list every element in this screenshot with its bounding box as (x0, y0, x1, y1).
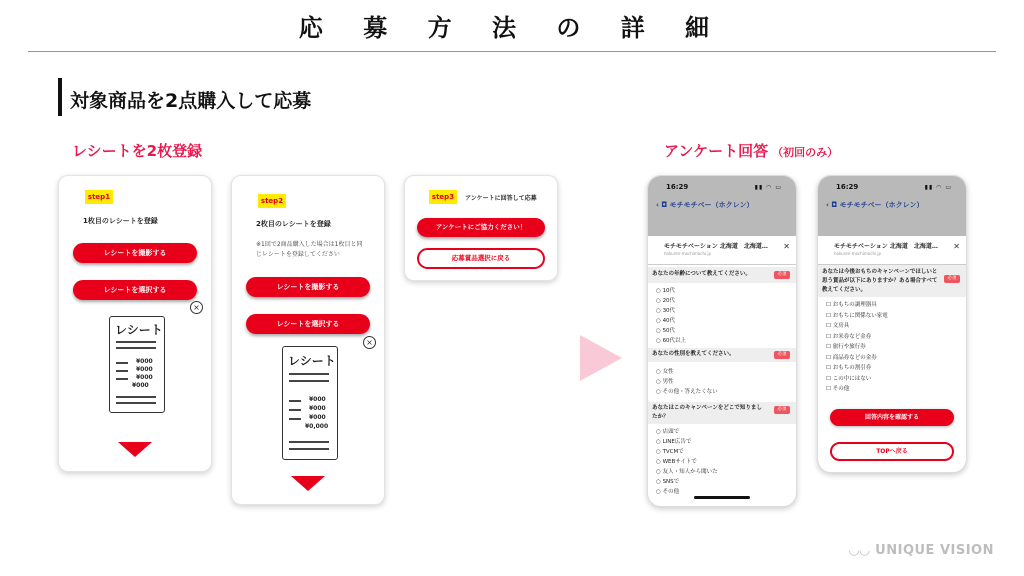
receipt-price: ¥000 (309, 405, 326, 412)
receipt-line (116, 341, 156, 343)
status-time: 16:29 (836, 183, 859, 191)
radio-option[interactable] (656, 367, 674, 375)
down-arrow-icon (118, 442, 152, 457)
checkbox-icon[interactable]: ☐ (826, 354, 833, 361)
checkbox-icon[interactable]: ☐ (826, 323, 833, 329)
receipt-illustration (109, 316, 165, 413)
step1-card (58, 175, 212, 472)
step3-title: アンケートに回答して応募 (465, 195, 537, 202)
phone-survey-1 (647, 175, 797, 507)
question-bar (648, 348, 796, 362)
status-bar (818, 176, 966, 236)
receipt-line (116, 362, 128, 364)
option-label: 男性 (662, 379, 674, 385)
survey-button[interactable]: アンケートにご協力ください！ (417, 218, 545, 237)
radio-option[interactable] (656, 387, 718, 395)
step1-title: 1枚目のレシートを登録 (83, 217, 158, 225)
radio-option[interactable] (656, 427, 679, 435)
radio-icon[interactable]: ○ (656, 459, 663, 465)
checkbox-icon[interactable]: ☐ (826, 312, 833, 319)
step1-photo-button[interactable]: レシートを撮影する (73, 243, 197, 263)
modal-url: hokuren-mochimochi.jp (664, 251, 712, 256)
radio-option[interactable] (656, 477, 679, 485)
close-icon[interactable]: ✕ (953, 242, 960, 251)
checkbox-option[interactable] (826, 311, 888, 319)
phone-survey-2 (817, 175, 967, 473)
option-label: その他・答えたくない (662, 389, 718, 395)
option-label: おもちに関係ない家電 (832, 312, 888, 319)
required-badge: 必須 (774, 351, 790, 359)
checkbox-option[interactable] (826, 300, 877, 308)
nav-title-text: モチモチベー（ホクレン） (669, 201, 754, 209)
receipt-head: レシート (115, 323, 163, 337)
receipt-line (116, 370, 128, 372)
checkbox-icon[interactable]: ☐ (826, 344, 833, 350)
status-time: 16:29 (666, 183, 689, 191)
required-badge: 必須 (944, 275, 960, 283)
receipt-line (116, 402, 156, 404)
question-bar (648, 267, 796, 283)
receipt-line (289, 418, 301, 420)
logo-text: UNIQUE VISION (875, 543, 994, 558)
page-title: 応 募 方 法 の 詳 細 (298, 14, 726, 42)
survey-section-label (664, 140, 838, 161)
option-label: 50代 (662, 328, 676, 334)
question-text: あなたの年齢について教えてください。 (652, 271, 751, 277)
checkbox-option[interactable] (826, 374, 871, 382)
checkbox-option[interactable] (826, 353, 877, 361)
option-label: 女性 (662, 369, 674, 375)
survey-label-main: アンケート回答 (664, 142, 769, 160)
heading-bar (58, 78, 62, 116)
radio-icon[interactable]: ○ (656, 369, 663, 375)
receipt-price: ¥000 (136, 374, 153, 381)
step2-card (231, 175, 385, 505)
radio-icon[interactable]: ○ (656, 469, 663, 475)
checkbox-icon[interactable]: ☐ (826, 302, 833, 308)
option-label: この中にはない (832, 375, 872, 382)
option-label: その他 (832, 386, 850, 392)
survey-label-sub: （初回のみ） (772, 146, 839, 159)
down-arrow-icon (291, 476, 325, 491)
option-label: おもちの調理器具 (832, 302, 877, 308)
step2-tag: step2 (258, 194, 286, 208)
radio-option[interactable] (656, 487, 679, 495)
step1-select-button[interactable]: レシートを選択する (73, 280, 197, 300)
close-icon[interactable]: × (363, 336, 376, 349)
radio-icon[interactable]: ○ (656, 288, 663, 294)
checkbox-option[interactable] (826, 321, 849, 329)
nav-title-text: モチモチベー（ホクレン） (839, 201, 924, 209)
radio-option[interactable] (656, 326, 675, 334)
receipt-line (289, 448, 329, 450)
receipt-line (116, 347, 156, 349)
radio-option[interactable] (656, 306, 675, 314)
checkbox-icon[interactable]: ☐ (826, 333, 833, 340)
radio-option[interactable] (656, 457, 697, 465)
question-text: あなたの性別を教えてください。 (652, 351, 735, 357)
receipt-price: ¥000 (309, 396, 326, 403)
checkbox-icon[interactable]: ☐ (826, 375, 833, 382)
receipt-line (289, 409, 301, 411)
option-label: WEBサイトで (662, 459, 697, 465)
radio-icon[interactable]: ○ (656, 328, 663, 334)
receipt-head: レシート (288, 354, 336, 368)
signal-icon: ▮▮ ◠ ▭ (924, 184, 952, 191)
home-indicator (694, 496, 750, 499)
checkbox-option[interactable] (826, 332, 871, 340)
receipt-line (289, 380, 329, 382)
nav-title: ‹ ◘ モチモチベー（ホクレン） (656, 201, 754, 209)
receipt-line (289, 400, 301, 402)
receipt-illustration (282, 346, 338, 460)
question-text: あなたは今後おもちのキャンペーンでほしいと思う賞品が以下にありますか？ある場合すべて教えてください。 (822, 269, 938, 293)
question-bar (648, 402, 796, 424)
required-badge: 必須 (774, 271, 790, 279)
option-label: 20代 (662, 298, 676, 304)
option-label: 30代 (662, 308, 676, 314)
step1-tag: step1 (85, 190, 113, 204)
question-bar (818, 265, 966, 297)
radio-option[interactable] (656, 286, 675, 294)
brand-logo (849, 543, 994, 558)
option-label: 友人・知人から聞いた (662, 469, 718, 475)
radio-icon[interactable]: ○ (656, 379, 663, 385)
step3-tag: step3 (429, 190, 457, 204)
radio-icon[interactable]: ○ (656, 298, 663, 304)
modal-url: hokuren-mochimochi.jp (834, 251, 882, 256)
required-badge: 必須 (774, 406, 790, 414)
radio-icon[interactable]: ○ (656, 389, 663, 395)
modal-title: モチモチベーション 北海道 北海道… (834, 243, 938, 250)
step3-card (404, 175, 558, 281)
radio-icon[interactable]: ○ (656, 338, 663, 344)
option-label: LINE広告で (662, 439, 692, 445)
radio-option[interactable] (656, 316, 675, 324)
option-label: 60代以上 (662, 338, 687, 344)
receipt-price: ¥000 (309, 414, 326, 421)
radio-option[interactable] (656, 437, 691, 445)
radio-icon[interactable]: ○ (656, 318, 663, 324)
modal-title: モチモチベーション 北海道 北海道… (664, 243, 768, 250)
radio-option[interactable] (656, 447, 684, 455)
radio-icon[interactable]: ○ (656, 429, 663, 435)
right-arrow-icon (578, 333, 624, 383)
receipt-section-label: レシートを2枚登録 (72, 142, 203, 160)
step2-select-button[interactable]: レシートを選択する (246, 314, 370, 334)
receipt-line (116, 396, 156, 398)
radio-option[interactable] (656, 467, 718, 475)
signal-icon: ▮▮ ◠ ▭ (754, 184, 782, 191)
radio-icon[interactable]: ○ (656, 479, 663, 485)
receipt-price: ¥000 (132, 382, 149, 389)
close-icon[interactable]: × (190, 301, 203, 314)
checkbox-option[interactable] (826, 342, 866, 350)
modal-header (818, 236, 966, 265)
option-label: 40代 (662, 318, 676, 324)
receipt-line (289, 441, 329, 443)
confirm-answers-button[interactable]: 回答内容を確認する (830, 409, 954, 426)
checkbox-icon[interactable]: ☐ (826, 386, 833, 392)
receipt-price: ¥000 (136, 366, 153, 373)
modal-header (648, 236, 796, 265)
radio-icon[interactable]: ○ (656, 439, 663, 445)
step2-note: ※1回で2商品購入した場合は1枚目と同じレシートを登録してください (256, 241, 363, 258)
checkbox-option[interactable] (826, 384, 849, 392)
checkbox-option[interactable] (826, 363, 871, 371)
radio-icon[interactable]: ○ (656, 489, 663, 495)
option-label: その他 (662, 489, 680, 495)
option-label: 文房具 (832, 323, 850, 329)
nav-title: ‹ ◘ モチモチベー（ホクレン） (826, 201, 924, 209)
radio-option[interactable] (656, 296, 675, 304)
step2-title: 2枚目のレシートを登録 (256, 220, 331, 228)
receipt-price: ¥0,000 (305, 423, 329, 430)
back-to-prize-button[interactable]: 応募賞品選択に戻る (417, 248, 545, 269)
logo-mark-icon: ◡◡ (849, 543, 876, 558)
option-label: TVCMで (662, 449, 684, 455)
radio-option[interactable] (656, 377, 674, 385)
option-label: SNSで (662, 479, 680, 485)
status-bar (648, 176, 796, 236)
question-text: あなたはこのキャンペーンをどこで知りましたか？ (652, 405, 762, 420)
close-icon[interactable]: ✕ (783, 242, 790, 251)
radio-option[interactable] (656, 336, 686, 344)
radio-icon[interactable]: ○ (656, 449, 663, 455)
title-divider (28, 51, 996, 52)
option-label: 旅行や旅行券 (832, 344, 866, 350)
top-button[interactable]: TOPへ戻る (830, 442, 954, 461)
option-label: 店頭で (662, 429, 680, 435)
checkbox-icon[interactable]: ☐ (826, 365, 833, 371)
receipt-price: ¥000 (136, 358, 153, 365)
option-label: お米券など金券 (832, 333, 872, 340)
option-label: 商品券などの金券 (832, 354, 877, 361)
option-label: 10代 (662, 288, 676, 294)
option-label: おもちの割引券 (832, 365, 872, 371)
radio-icon[interactable]: ○ (656, 308, 663, 314)
step2-photo-button[interactable]: レシートを撮影する (246, 277, 370, 297)
receipt-line (289, 373, 329, 375)
receipt-line (116, 378, 128, 380)
section-heading: 対象商品を2点購入して応募 (70, 90, 312, 112)
